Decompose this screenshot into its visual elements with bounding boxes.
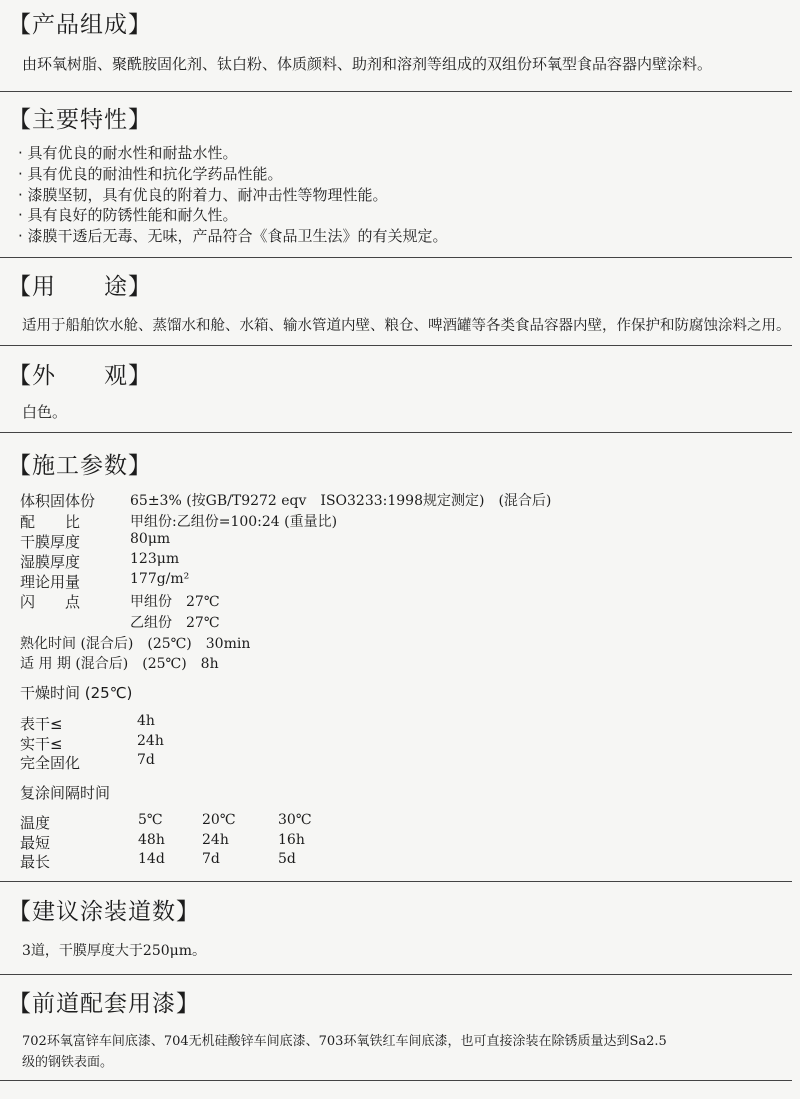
section-title-features: 【主要特性】 bbox=[8, 107, 152, 133]
param-value-solids: 65±3% (按GB/T9272 eqv ISO3233:1998规定测定) (混合后) bbox=[130, 493, 552, 509]
section-divider bbox=[0, 257, 792, 258]
recoat-cell: 48h bbox=[138, 832, 165, 848]
feature-item: · 漆膜坚韧，具有优良的附着力、耐冲击性等物理性能。 bbox=[18, 186, 388, 204]
section-title-coats: 【建议涂装道数】 bbox=[8, 899, 200, 925]
feature-item: · 漆膜干透后无毒、无味，产品符合《食品卫生法》的有关规定。 bbox=[18, 227, 448, 245]
recoat-cell: 24h bbox=[202, 832, 229, 848]
param-value-flash-b: 乙组份 27℃ bbox=[130, 615, 220, 631]
section-title-appearance: 【外 观】 bbox=[8, 363, 152, 389]
section-divider bbox=[0, 1080, 792, 1081]
drying-value: 7d bbox=[137, 752, 155, 768]
param-value-flash-a: 甲组份 27℃ bbox=[130, 594, 220, 610]
feature-item: · 具有良好的防锈性能和耐久性。 bbox=[18, 206, 238, 224]
section-divider bbox=[0, 881, 792, 882]
recoat-cell: 5℃ bbox=[138, 812, 163, 828]
param-label-ratio: 配 比 bbox=[20, 513, 81, 531]
recoat-cell: 20℃ bbox=[202, 812, 236, 828]
recoat-cell: 14d bbox=[138, 851, 165, 867]
param-value-coverage: 177g/m² bbox=[130, 571, 190, 587]
section-title-params: 【施工参数】 bbox=[8, 453, 152, 479]
drying-value: 4h bbox=[137, 713, 155, 729]
recoat-cell: 30℃ bbox=[278, 812, 312, 828]
section-divider bbox=[0, 91, 792, 92]
drying-label: 实干≤ bbox=[20, 735, 63, 753]
param-label-coverage: 理论用量 bbox=[20, 573, 81, 591]
section-title-primers: 【前道配套用漆】 bbox=[8, 991, 200, 1017]
recoat-cell: 7d bbox=[202, 851, 220, 867]
drying-value: 24h bbox=[137, 733, 164, 749]
drying-label: 表干≤ bbox=[20, 715, 63, 733]
section-divider bbox=[0, 974, 792, 975]
param-value-dft: 80μm bbox=[130, 531, 171, 547]
primers-text-line2: 级的钢铁表面。 bbox=[22, 1055, 114, 1070]
recoat-cell: 16h bbox=[278, 832, 305, 848]
recoat-label: 温度 bbox=[20, 814, 51, 832]
usage-text: 适用于船舶饮水舱、蒸馏水和舱、水箱、输水管道内壁、粮仓、啤酒罐等各类食品容器内壁，作保护和防腐蚀涂料之用。 bbox=[22, 318, 791, 334]
section-title-composition: 【产品组成】 bbox=[8, 12, 152, 38]
param-label-flash: 闪 点 bbox=[20, 593, 81, 611]
recoat-cell: 5d bbox=[278, 851, 296, 867]
recoat-title: 复涂间隔时间 bbox=[20, 784, 111, 802]
param-label-wft: 湿膜厚度 bbox=[20, 553, 81, 571]
composition-text: 由环氧树脂、聚酰胺固化剂、钛白粉、体质颜料、助剂和溶剂等组成的双组份环氧型食品容器内壁涂料。 bbox=[22, 55, 713, 73]
drying-title: 干燥时间 (25℃) bbox=[20, 684, 133, 702]
param-potlife: 适 用 期 (混合后) (25℃) 8h bbox=[20, 656, 219, 672]
recoat-label: 最长 bbox=[20, 853, 51, 871]
section-title-usage: 【用 途】 bbox=[8, 274, 152, 300]
param-value-wft: 123μm bbox=[130, 551, 180, 567]
recoat-label: 最短 bbox=[20, 834, 51, 852]
param-induction: 熟化时间 (混合后) (25℃) 30min bbox=[20, 636, 251, 652]
primers-text-line1: 702环氧富锌车间底漆、704无机硅酸锌车间底漆、703环氧铁红车间底漆，也可直接涂装在除锈质量达到Sa2.5 bbox=[22, 1034, 667, 1049]
section-divider bbox=[0, 345, 792, 346]
param-label-solids: 体积固体份 bbox=[20, 492, 96, 510]
feature-item: · 具有优良的耐油性和抗化学药品性能。 bbox=[18, 165, 283, 183]
section-divider bbox=[0, 432, 792, 433]
coats-text: 3道，干膜厚度大于250μm。 bbox=[22, 943, 207, 959]
drying-label: 完全固化 bbox=[20, 754, 81, 772]
appearance-text: 白色。 bbox=[22, 403, 68, 421]
param-value-ratio: 甲组份:乙组份=100:24 (重量比) bbox=[130, 514, 338, 530]
feature-item: · 具有优良的耐水性和耐盐水性。 bbox=[18, 144, 238, 162]
param-label-dft: 干膜厚度 bbox=[20, 533, 81, 551]
